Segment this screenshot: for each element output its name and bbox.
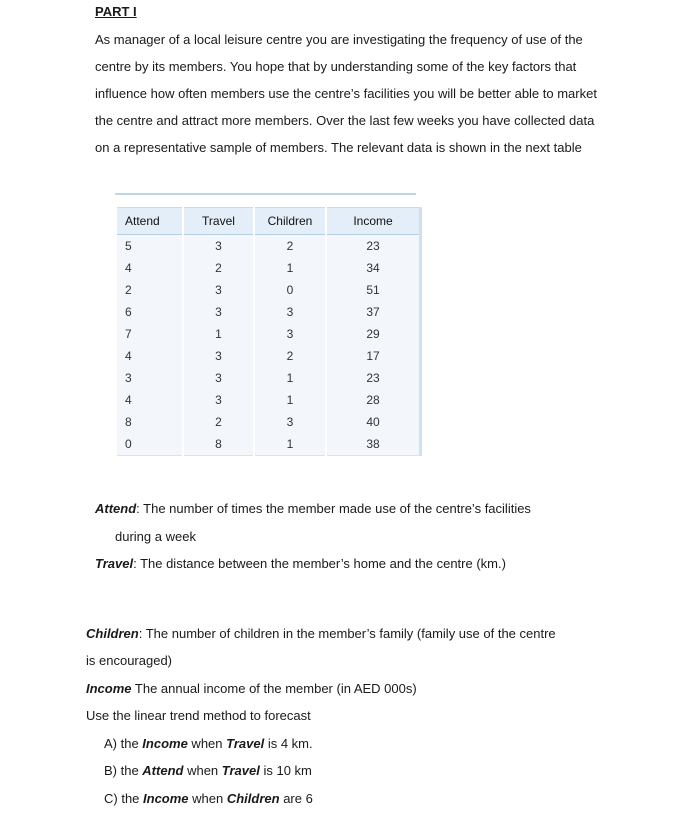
table-row xyxy=(117,367,421,389)
cell-income: 38 xyxy=(326,433,421,456)
question-a-term-travel: Travel xyxy=(226,736,265,751)
question-b-suffix: is 10 km xyxy=(259,763,312,778)
table-row xyxy=(117,345,421,367)
question-b-mid: when xyxy=(183,763,222,778)
cell-children: 1 xyxy=(254,389,326,411)
question-a-term-income: Income xyxy=(142,736,188,751)
cell-income: 29 xyxy=(326,323,421,345)
question-b xyxy=(104,763,312,778)
cell-travel: 3 xyxy=(183,389,254,411)
cell-children: 3 xyxy=(254,301,326,323)
cell-travel: 2 xyxy=(183,257,254,279)
cell-income: 17 xyxy=(326,345,421,367)
table-row xyxy=(117,433,421,456)
question-c-term-children: Children xyxy=(226,791,280,806)
instruction-text: Use the linear trend method to forecast xyxy=(86,708,311,723)
attend-term: Attend xyxy=(95,501,137,516)
header-attend: Attend xyxy=(117,208,183,235)
cell-attend: 4 xyxy=(117,345,183,367)
intro-paragraph: As manager of a local leisure centre you are investigating the frequency of use of the centre by its members. You hope that by understanding some of the key factors that influence how often members use the centre’s facilities you will be better able to market the centre and attract more members. Over the last few weeks you have collected data on a representative sample of members. The relevant data is shown in the next table xyxy=(95,32,597,155)
cell-travel: 3 xyxy=(183,367,254,389)
travel-definition xyxy=(95,556,506,571)
cell-attend: 8 xyxy=(117,411,183,433)
cell-income: 37 xyxy=(326,301,421,323)
cell-travel: 1 xyxy=(183,323,254,345)
table-row xyxy=(117,279,421,301)
cell-children: 3 xyxy=(254,411,326,433)
children-definition-continued: is encouraged) xyxy=(86,653,172,668)
cell-income: 23 xyxy=(326,367,421,389)
cell-income: 51 xyxy=(326,279,421,301)
attend-definition-text: : The number of times the member made use of the centre’s facilities xyxy=(136,501,531,516)
children-definition xyxy=(86,626,556,641)
table-row xyxy=(117,235,421,258)
cell-children: 0 xyxy=(254,279,326,301)
cell-children: 1 xyxy=(254,433,326,456)
cell-income: 23 xyxy=(326,235,421,258)
attend-definition xyxy=(95,501,531,516)
cell-attend: 4 xyxy=(117,389,183,411)
question-b-term-travel: Travel xyxy=(221,763,260,778)
question-a-suffix: is 4 km. xyxy=(264,736,313,751)
question-a-prefix: A) the xyxy=(104,736,143,751)
table-row xyxy=(117,257,421,279)
question-c-prefix: C) the xyxy=(104,791,144,806)
cell-children: 2 xyxy=(254,345,326,367)
table-row xyxy=(117,411,421,433)
cell-travel: 3 xyxy=(183,279,254,301)
question-b-prefix: B) the xyxy=(104,763,143,778)
question-c xyxy=(104,791,313,806)
table-row xyxy=(117,389,421,411)
cell-travel: 3 xyxy=(183,301,254,323)
question-a-mid: when xyxy=(187,736,227,751)
question-c-term-income: Income xyxy=(143,791,189,806)
travel-definition-text: : The distance between the member’s home and the centre (km.) xyxy=(133,556,506,571)
question-c-mid: when xyxy=(188,791,227,806)
cell-travel: 3 xyxy=(183,235,254,258)
cell-children: 1 xyxy=(254,257,326,279)
data-table xyxy=(117,207,422,456)
income-definition xyxy=(86,681,417,696)
cell-income: 40 xyxy=(326,411,421,433)
cell-travel: 8 xyxy=(183,433,254,456)
header-travel: Travel xyxy=(183,208,254,235)
cell-children: 1 xyxy=(254,367,326,389)
cell-attend: 0 xyxy=(117,433,183,456)
question-a xyxy=(104,736,313,751)
cell-travel: 2 xyxy=(183,411,254,433)
cell-attend: 6 xyxy=(117,301,183,323)
cell-travel: 3 xyxy=(183,345,254,367)
question-b-term-attend: Attend xyxy=(142,763,184,778)
children-definition-text: : The number of children in the member’s family (family use of the centre xyxy=(138,626,556,641)
part-heading: PART I xyxy=(95,4,137,19)
question-c-suffix: are 6 xyxy=(279,791,313,806)
travel-term: Travel xyxy=(95,556,134,571)
table-row xyxy=(117,323,421,345)
income-term: Income xyxy=(86,681,132,696)
children-term: Children xyxy=(86,626,139,641)
attend-definition-continued: during a week xyxy=(115,529,196,544)
cell-attend: 7 xyxy=(117,323,183,345)
cell-attend: 2 xyxy=(117,279,183,301)
cell-attend: 5 xyxy=(117,235,183,258)
table-row xyxy=(117,301,421,323)
table-top-rule xyxy=(115,193,416,195)
cell-children: 3 xyxy=(254,323,326,345)
header-income: Income xyxy=(326,208,421,235)
cell-children: 2 xyxy=(254,235,326,258)
cell-income: 34 xyxy=(326,257,421,279)
cell-attend: 4 xyxy=(117,257,183,279)
income-definition-text: The annual income of the member (in AED 000s) xyxy=(131,681,417,696)
table-header-row xyxy=(117,208,421,235)
cell-income: 28 xyxy=(326,389,421,411)
cell-attend: 3 xyxy=(117,367,183,389)
header-children: Children xyxy=(254,208,326,235)
